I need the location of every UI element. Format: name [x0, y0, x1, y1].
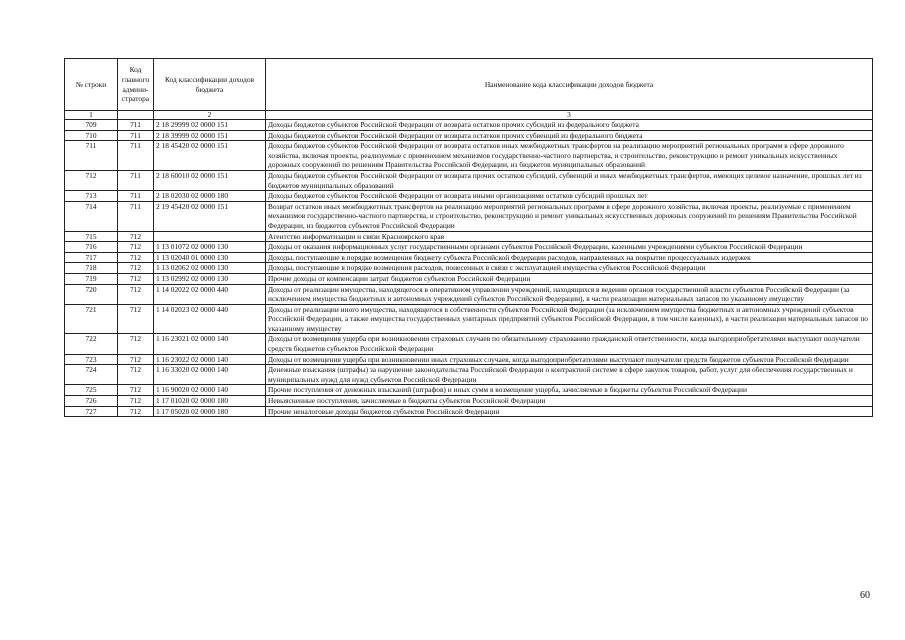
classification-code: 1 13 01072 02 0000 130 [154, 242, 266, 253]
classification-code: 1 13 02062 02 0000 130 [154, 263, 266, 274]
classification-code: 1 16 23022 02 0000 140 [154, 354, 266, 365]
table-row [65, 396, 873, 407]
code-name: Доходы бюджетов субъектов Российской Федерации от возврата остатков иных межбюджетных трансфертов на реализацию мероприятий региональных программ в сфере дорожного хозяйства, включая проекты, реализуемые с применением механизмов государственно-частного партнерства, и строительство, реконструкцию и ремонт уникальных искусственных дорожных сооружений по решениям Правительства Российской Федерации, из бюджетов муниципальных образований [266, 141, 873, 171]
classification-code: 2 19 45420 02 0000 151 [154, 201, 266, 231]
classification-code: 1 16 90020 02 0000 140 [154, 385, 266, 396]
row-number: 724 [65, 365, 118, 385]
row-number: 710 [65, 130, 118, 141]
admin-code: 711 [118, 201, 154, 231]
code-name: Доходы от возмещения ущерба при возникновении страховых случаев по обязательному страхованию гражданской ответственности, когда выгодоприобретателями выступают получатели средств бюджетов субъектов Российской Федерации [266, 334, 873, 354]
code-name: Доходы от оказания информационных услуг государственными органами субъектов Российской Федерации, казенными учреждениями субъектов Российской Федерации [266, 242, 873, 253]
code-name: Доходы бюджетов субъектов Российской Федерации от возврата прочих остатков субсидий, субвенций и иных межбюджетных трансфертов, имеющих целевое назначение, прошлых лет из бюджетов муниципальных образований [266, 170, 873, 190]
classification-code: 2 18 29999 02 0000 151 [154, 120, 266, 131]
admin-code: 712 [118, 263, 154, 274]
code-name: Невыясненные поступления, зачисляемые в бюджеты субъектов Российской Федерации [266, 396, 873, 407]
row-number: 727 [65, 406, 118, 417]
admin-code: 712 [118, 304, 154, 334]
table-row [65, 141, 873, 171]
row-number: 726 [65, 396, 118, 407]
classification-code: 1 17 01020 02 0000 180 [154, 396, 266, 407]
code-name: Агентство информатизации и связи Красноярского края [266, 231, 873, 242]
admin-code: 712 [118, 365, 154, 385]
header-row-number: № строки [65, 59, 118, 111]
header-code-name: Наименование кода классификации доходов бюджета [266, 59, 873, 111]
row-number: 721 [65, 304, 118, 334]
admin-code: 712 [118, 231, 154, 242]
table-row [65, 130, 873, 141]
table-row [65, 252, 873, 263]
code-name: Прочие неналоговые доходы бюджетов субъектов Российской Федерации [266, 406, 873, 417]
classification-code: 1 17 05020 02 0000 180 [154, 406, 266, 417]
table-row [65, 354, 873, 365]
classification-code: 1 16 33020 02 0000 140 [154, 365, 266, 385]
code-name: Доходы бюджетов субъектов Российской Федерации от возврата иными организациями остатков субсидий прошлых лет [266, 191, 873, 202]
table-row [65, 284, 873, 304]
admin-code: 712 [118, 354, 154, 365]
table-row [65, 242, 873, 253]
row-number: 725 [65, 385, 118, 396]
table-row [65, 170, 873, 190]
row-number: 711 [65, 141, 118, 171]
classification-code: 2 18 02030 02 0000 180 [154, 191, 266, 202]
row-number: 719 [65, 273, 118, 284]
row-number: 713 [65, 191, 118, 202]
table-row [65, 191, 873, 202]
budget-classification-table [64, 58, 873, 417]
table-body [65, 120, 873, 417]
row-number: 718 [65, 263, 118, 274]
code-name: Доходы бюджетов субъектов Российской Федерации от возврата остатков прочих субвенций из федерального бюджета [266, 130, 873, 141]
row-number: 709 [65, 120, 118, 131]
table-row [65, 304, 873, 334]
page-number: 60 [860, 590, 870, 601]
admin-code: 711 [118, 191, 154, 202]
admin-code: 712 [118, 385, 154, 396]
admin-code: 711 [118, 141, 154, 171]
row-number: 720 [65, 284, 118, 304]
table-row [65, 406, 873, 417]
table-row [65, 273, 873, 284]
row-number: 722 [65, 334, 118, 354]
code-name: Возврат остатков иных межбюджетных трансфертов на реализацию мероприятий региональных программ в сфере дорожного хозяйства, включая проекты, реализуемые с применением механизмов государственно-частного партнерства, и строительство, реконструкцию и ремонт уникальных искусственных дорожных сооружений по решениям Правительства Российской Федерации, из бюджетов субъектов Российской Федерации [266, 201, 873, 231]
admin-code: 712 [118, 242, 154, 253]
row-number: 715 [65, 231, 118, 242]
row-number: 723 [65, 354, 118, 365]
classification-code: 2 18 39999 02 0000 151 [154, 130, 266, 141]
classification-code: 1 16 23021 02 0000 140 [154, 334, 266, 354]
header-admin-code: Код главного админи-стратора [118, 59, 154, 111]
header-classification-code: Код классификации доходов бюджета [154, 59, 266, 111]
classification-code: 2 18 60010 02 0000 151 [154, 170, 266, 190]
table-row [65, 365, 873, 385]
row-number: 714 [65, 201, 118, 231]
code-name: Прочие поступления от денежных взысканий (штрафов) и иных сумм в возмещение ущерба, зачисляемые в бюджеты субъектов Российской Федерации [266, 385, 873, 396]
code-name: Денежные взыскания (штрафы) за нарушение законодательства Российской Федерации о контрактной системе в сфере закупок товаров, работ, услуг для обеспечения государственных и муниципальных нужд для нужд субъектов Российской Федерации [266, 365, 873, 385]
classification-code [154, 231, 266, 242]
classification-code: 1 14 02022 02 0000 440 [154, 284, 266, 304]
admin-code: 712 [118, 396, 154, 407]
code-name: Доходы от реализации имущества, находящегося в оперативном управлении учреждений, находящихся в ведении органов государственной власти субъектов Российской Федерации (за исключением имущества бюджетных и автономных учреждений субъектов Российской Федерации), в части реализации материальных запасов по указанному имуществу [266, 284, 873, 304]
header-number-2: 2 [154, 111, 266, 120]
admin-code: 712 [118, 406, 154, 417]
code-name: Доходы бюджетов субъектов Российской Федерации от возврата остатков прочих субсидий из федерального бюджета [266, 120, 873, 131]
table-row [65, 120, 873, 131]
row-number: 712 [65, 170, 118, 190]
admin-code: 712 [118, 334, 154, 354]
code-name: Доходы от реализации иного имущества, находящегося в собственности субъектов Российской Федерации (за исключением имущества бюджетных и автономных учреждений субъектов Российской Федерации, а также имущества государственных унитарных предприятий субъектов Российской Федерации, в том числе казенных), в части реализации материальных запасов по указанному имуществу [266, 304, 873, 334]
table-row [65, 334, 873, 354]
admin-code: 712 [118, 252, 154, 263]
header-number-3: 3 [266, 111, 873, 120]
admin-code: 712 [118, 284, 154, 304]
code-name: Прочие доходы от компенсации затрат бюджетов субъектов Российской Федерации [266, 273, 873, 284]
admin-code: 712 [118, 273, 154, 284]
table-row [65, 263, 873, 274]
header-number-1b [118, 111, 154, 120]
classification-code: 2 18 45420 02 0000 151 [154, 141, 266, 171]
admin-code: 711 [118, 170, 154, 190]
classification-code: 1 13 02992 02 0000 130 [154, 273, 266, 284]
table-row [65, 385, 873, 396]
table-header [65, 59, 873, 120]
header-number-1: 1 [65, 111, 118, 120]
row-number: 717 [65, 252, 118, 263]
table-row [65, 231, 873, 242]
admin-code: 711 [118, 120, 154, 131]
code-name: Доходы, поступающие в порядке возмещения расходов, понесенных в связи с эксплуатацией имущества субъектов Российской Федерации [266, 263, 873, 274]
document-sheet [64, 58, 872, 417]
admin-code: 711 [118, 130, 154, 141]
classification-code: 1 13 02040 01 0000 130 [154, 252, 266, 263]
code-name: Доходы от возмещения ущерба при возникновении иных страховых случаев, когда выгодоприобретателями выступают получатели средств бюджетов субъектов Российской Федерации [266, 354, 873, 365]
classification-code: 1 14 02023 02 0000 440 [154, 304, 266, 334]
table-row [65, 201, 873, 231]
row-number: 716 [65, 242, 118, 253]
code-name: Доходы, поступающие в порядке возмещения бюджету субъекта Российской Федерации расходов, направленных на покрытие процессуальных издержек [266, 252, 873, 263]
